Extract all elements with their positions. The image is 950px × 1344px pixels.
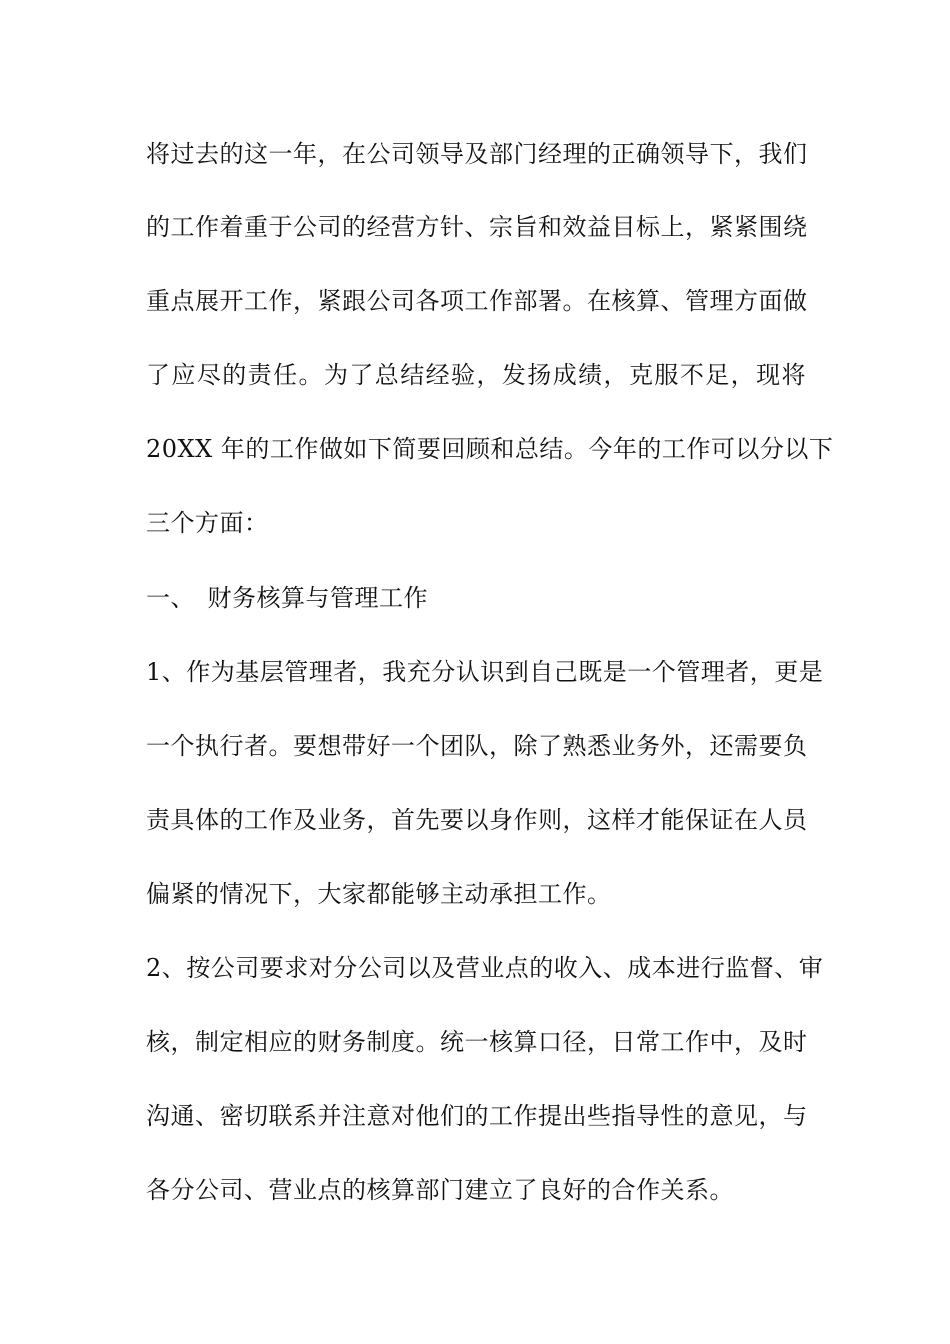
body-text-line: 一个执行者。要想带好一个团队，除了熟悉业务外，还需要负 (146, 732, 808, 760)
body-text-line: 2、按公司要求对分公司以及营业点的收入、成本进行监督、审 (146, 954, 824, 982)
body-text-line: 核，制定相应的财务制度。统一核算口径，日常工作中，及时 (146, 1028, 808, 1056)
body-text-line: 责具体的工作及业务，首先要以身作则，这样才能保证在人员 (146, 806, 808, 834)
body-text-line: 了应尽的责任。为了总结经验，发扬成绩，克服不足，现将 (146, 361, 806, 389)
body-text-line: 三个方面： (146, 509, 269, 537)
body-text-line: 重点展开工作，紧跟公司各项工作部署。在核算、管理方面做 (146, 287, 808, 315)
body-text-line: 的工作着重于公司的经营方针、宗旨和效益目标上，紧紧围绕 (146, 213, 808, 241)
body-text-line: 20XX 年的工作做如下简要回顾和总结。今年的工作可以分以下 (146, 435, 834, 463)
section-heading: 一、 财务核算与管理工作 (146, 584, 428, 612)
body-text-line: 1、作为基层管理者，我充分认识到自己既是一个管理者，更是 (146, 658, 824, 686)
body-text-line: 偏紧的情况下，大家都能够主动承担工作。 (146, 880, 612, 908)
body-text-line: 各分公司、营业点的核算部门建立了良好的合作关系。 (146, 1176, 734, 1204)
body-text-line: 将过去的这一年，在公司领导及部门经理的正确领导下，我们 (146, 140, 808, 168)
body-text-line: 沟通、密切联系并注意对他们的工作提出些指导性的意见，与 (146, 1102, 808, 1130)
